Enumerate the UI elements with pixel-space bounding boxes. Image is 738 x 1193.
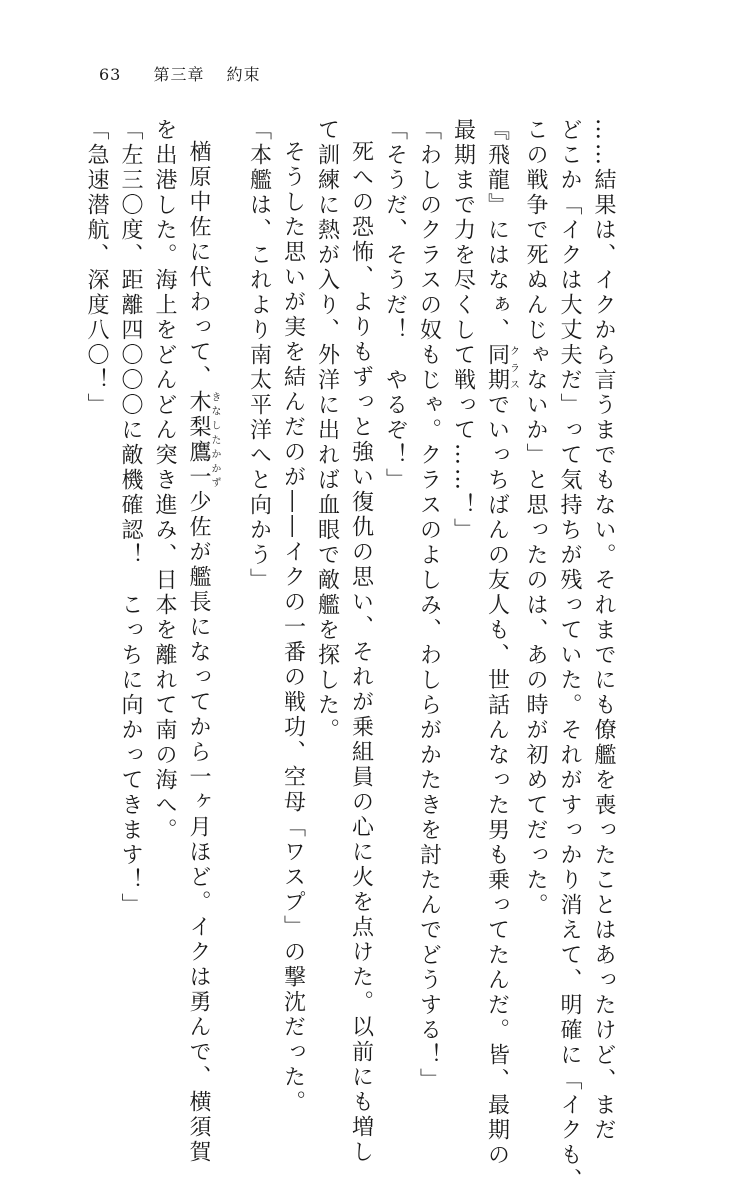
text-run: 「本艦は、これより南太平洋へと向かう」 xyxy=(246,118,272,593)
text-run: 『飛龍』にはなぁ、 xyxy=(484,118,510,343)
text-column xyxy=(276,118,310,1115)
running-header xyxy=(99,62,261,85)
text-run: 「そうだ、そうだ！ やるぞ！」 xyxy=(382,118,408,493)
text-run: 最期まで力を尽くして戦って……！」 xyxy=(450,118,476,543)
text-column xyxy=(480,118,519,1168)
text-column xyxy=(552,118,586,1193)
ruby-annotation xyxy=(484,343,519,393)
ruby-base: 同期 xyxy=(484,343,510,393)
text-column xyxy=(412,118,446,1093)
text-run: でいっちばんの友人も、世話んなった男も乗ってたんだ。皆、最期の xyxy=(484,393,510,1168)
text-run: て訓練に熱が入り、外洋に出れば血眼で敵艦を探した。 xyxy=(314,118,340,743)
text-column xyxy=(586,118,620,1143)
text-run: 楢原中佐に代わって、 xyxy=(186,140,211,390)
text-column xyxy=(378,118,412,978)
page-number: 63 xyxy=(99,65,122,84)
ruby-text: クラス xyxy=(507,343,519,393)
text-run: を出港した。海上をどんどん突き進み、日本を離れて南の海へ。 xyxy=(152,118,177,843)
text-column xyxy=(242,118,276,978)
text-run: 死への恐怖、よりもずっと強い復仇の思い、それが乗組員の心に火を点けた。以前にも増し xyxy=(348,140,374,1165)
text-column xyxy=(113,118,147,978)
ruby-annotation xyxy=(186,390,220,490)
text-column xyxy=(446,118,480,978)
text-column xyxy=(147,118,181,978)
text-run: 少佐が艦長になってから一ヶ月ほど。イクは勇んで、横須賀 xyxy=(186,490,211,1165)
text-run: ……結果は、イクから言うまでもない。それまでにも僚艦を喪ったことはあったけど、まだ xyxy=(591,118,616,1143)
text-column xyxy=(79,118,113,978)
text-column xyxy=(518,118,552,978)
text-column xyxy=(310,118,344,978)
chapter-title: 約束 xyxy=(226,65,261,84)
text-run: どこか「イクは大丈夫だ」って気持ちが残っていた。それがすっかり消えて、明確に「イクも、 xyxy=(557,118,582,1193)
ruby-base: 木梨鷹一 xyxy=(186,390,211,490)
text-run: この戦争で死ぬんじゃないか」と思ったのは、あの時が初めてだった。 xyxy=(523,118,548,918)
text-run: 「急速潜航、深度八〇！」 xyxy=(84,118,109,418)
text-column xyxy=(181,118,220,1165)
chapter-label: 第三章 xyxy=(153,65,205,84)
vertical-body-text xyxy=(79,118,620,1193)
text-run: 「わしのクラスの奴もじゃ。クラスのよしみ、わしらがかたきを討たんでどうする！」 xyxy=(416,118,442,1093)
text-run: そうした思いが実を結んだのが――イクの一番の戦功、空母「ワスプ」の撃沈だった。 xyxy=(280,140,306,1115)
ruby-text: きなしたかかず xyxy=(209,390,220,490)
text-column xyxy=(344,118,378,1165)
text-run: 「左三〇度、距離四〇〇〇に敵機確認！ こっちに向かってきます！」 xyxy=(118,118,143,918)
